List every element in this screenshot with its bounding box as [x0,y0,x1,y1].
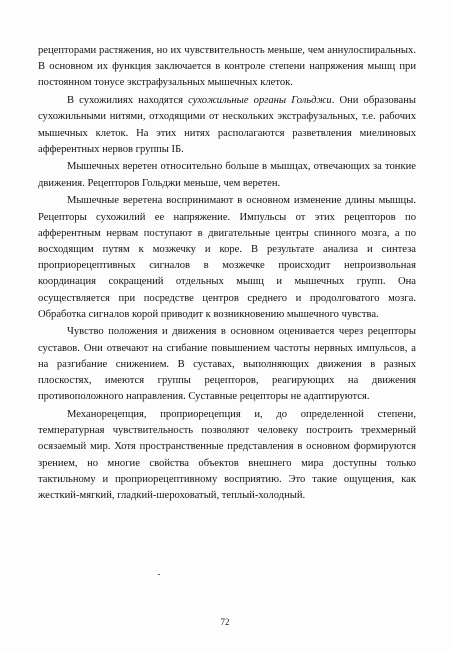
paragraph-6: Механорецепция, проприорецепция и, до определенной степени, температурная чувствительность позволяют человеку построить трехмерный осязаемый мир. Хотя пространственные представления в основном формируются зрением, но многие свойства объектов внешнего мира доступны только тактильному и проприорецептивному восприятию. Это такие ощущения, как жесткий-мягкий, гладкий-шероховатый, теплый-холодный. [38,408,416,501]
page-number: 72 [220,617,230,627]
paragraph-2 [38,93,416,158]
paragraph-2-rest: . Они образованы сухожильными нитями, отходящими от нескольких экстрафузальных, т.е. рабочих мышечных клеток. На этих нитях располагаются разветвления миелиновых афферентных нервов группы IБ. [38,95,416,155]
body-text [38,43,416,506]
scan-speck [158,574,160,575]
golgi-organs-term: сухожильные органы Гольджи [188,95,332,107]
paragraph-5: Чувство положения и движения в основном оценивается через рецепторы суставов. Они отвечают на сгибание повышением частоты нервных импульсов, а на разгибание снижением. В суставах, выполняющих движения в разных плоскостях, имеются группы рецепторов, реагирующих на движения противоположного направления. Суставные рецепторы не адаптируются. [38,326,416,403]
paragraph-4: Мышечные веретена воспринимают в основном изменение длины мышцы. Рецепторы сухожилий ее напряжение. Импульсы от этих рецепторов по афферентным нервам поступают в двигательные центры спинного мозга, а по восходящим путям к мозжечку и коре. В результате анализа и синтеза проприорецептивных сигналов в мозжечке происходит непроизвольная координация сокращений отдельных мышц и мышечных групп. Она осуществляется при посредстве центров среднего и продолговатого мозга. Обработка сигналов корой приводит к возникновению мышечного чувства. [38,195,416,320]
paragraph-1: рецепторами растяжения, но их чувствительность меньше, чем аннулоспиральных. В основном их функция заключается в контроле степени напряжения мышц при постоянном тонусе экстрафузальных мышечных клеток. [38,45,416,89]
paragraph-3: Мышечных веретен относительно больше в мышцах, отвечающих за тонкие движения. Рецепторов Гольджи меньше, чем веретен. [38,161,416,189]
paragraph-2-lead: В сухожилиях находятся [67,95,189,107]
